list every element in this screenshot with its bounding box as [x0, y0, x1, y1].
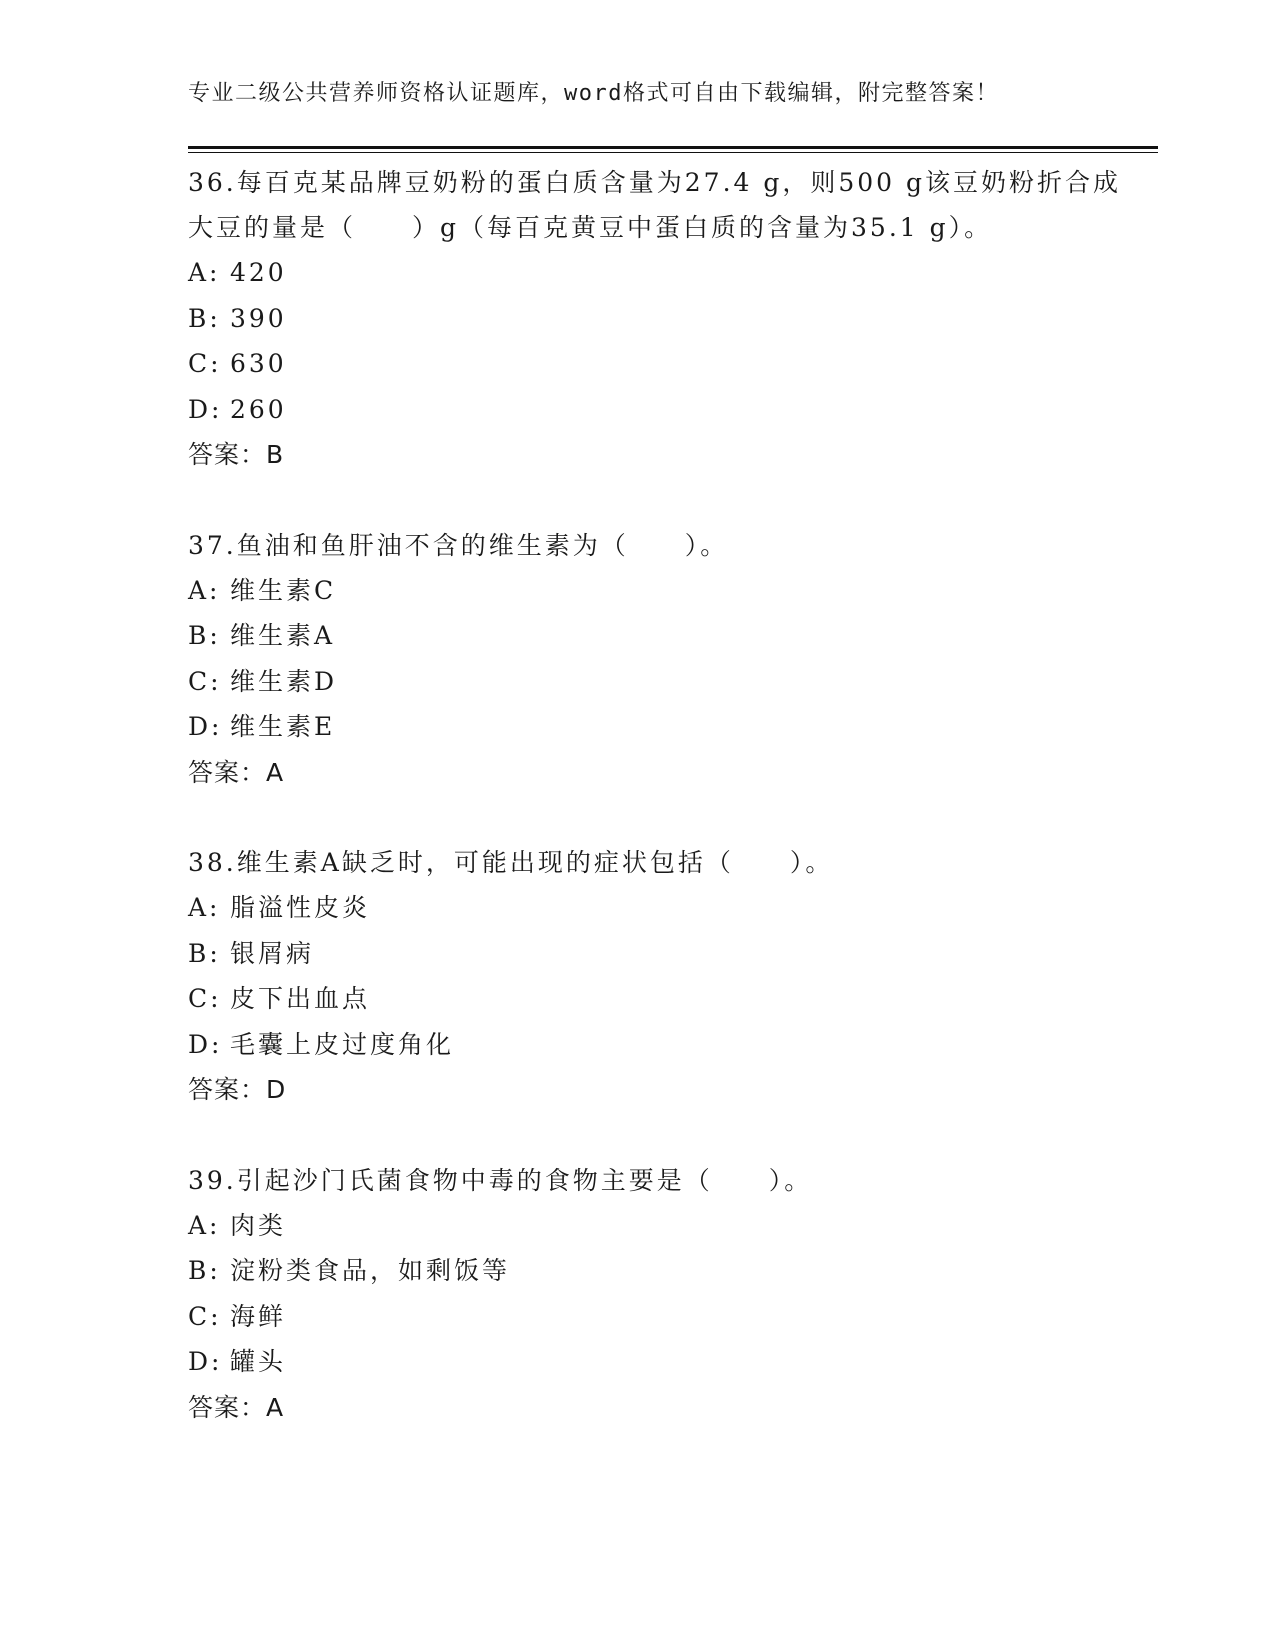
question-39: [188, 1158, 1128, 1431]
option-c: [188, 1294, 1128, 1340]
option-c: [188, 341, 1128, 387]
option-text: 630: [230, 349, 287, 378]
question-stem: 39.引起沙门氏菌食物中毒的食物主要是（ ）。: [188, 1165, 813, 1195]
header-divider-thick: [188, 146, 1158, 149]
answer-line: 答案：D: [188, 1075, 287, 1104]
question-stem: 38.维生素A缺乏时，可能出现的症状包括（ ）。: [188, 848, 834, 877]
option-label: C:: [188, 349, 222, 378]
option-label: B:: [188, 303, 221, 333]
option-text: 皮下出血点: [230, 984, 371, 1013]
option-text: 银屑病: [230, 938, 315, 968]
option-label: A:: [188, 1210, 221, 1240]
option-label: D:: [188, 394, 223, 424]
option-text: 肉类: [230, 1210, 287, 1240]
option-b: [188, 1248, 1128, 1294]
option-c: [188, 976, 1128, 1022]
option-label: B:: [188, 621, 221, 650]
answer-line: 答案：A: [188, 757, 285, 787]
option-d: [188, 704, 1128, 750]
option-label: A:: [188, 575, 221, 605]
option-text: 罐头: [230, 1347, 287, 1376]
option-label: C:: [188, 984, 222, 1013]
option-d: [188, 387, 1128, 433]
question-37: [188, 523, 1128, 796]
option-label: A:: [188, 258, 221, 287]
option-text: 维生素D: [230, 666, 338, 696]
option-text: 维生素E: [230, 712, 336, 741]
option-c: [188, 659, 1128, 705]
option-text: 420: [230, 258, 287, 287]
option-d: [188, 1022, 1128, 1068]
option-text: 毛囊上皮过度角化: [230, 1029, 455, 1059]
option-text: 维生素A: [230, 621, 336, 650]
option-label: D:: [188, 1347, 223, 1376]
answer-line: 答案：B: [188, 440, 285, 469]
option-text: 脂溢性皮炎: [230, 893, 371, 922]
page-header: 专业二级公共营养师资格认证题库，word格式可自由下载编辑，附完整答案！: [188, 81, 999, 106]
option-b: [188, 613, 1128, 659]
option-b: [188, 296, 1128, 342]
option-label: C:: [188, 666, 222, 696]
option-label: A:: [188, 893, 221, 922]
answer-line: 答案：A: [188, 1392, 285, 1422]
option-label: D:: [188, 712, 223, 741]
question-stem: 37.鱼油和鱼肝油不含的维生素为（ ）。: [188, 530, 729, 560]
option-b: [188, 931, 1128, 977]
question-stem: 36.每百克某品牌豆奶粉的蛋白质含量为27.4 g，则500 g该豆奶粉折合成大豆的量是（ ）g（每百克黄豆中蛋白质的含量为35.1 g）。: [188, 168, 1122, 242]
option-text: 390: [230, 303, 287, 333]
option-label: B:: [188, 1256, 221, 1285]
option-label: D:: [188, 1029, 223, 1059]
question-list: [188, 160, 1128, 1475]
option-text: 260: [230, 394, 287, 424]
option-a: [188, 250, 1128, 296]
option-text: 海鲜: [230, 1301, 287, 1331]
option-d: [188, 1339, 1128, 1385]
question-36: [188, 160, 1128, 478]
option-text: 维生素C: [230, 575, 337, 605]
option-a: [188, 1203, 1128, 1249]
option-a: [188, 568, 1128, 614]
question-38: [188, 840, 1128, 1113]
option-label: B:: [188, 938, 221, 968]
option-a: [188, 885, 1128, 931]
option-text: 淀粉类食品，如剩饭等: [230, 1256, 511, 1285]
option-label: C:: [188, 1301, 222, 1331]
header-divider-thin: [188, 152, 1158, 153]
